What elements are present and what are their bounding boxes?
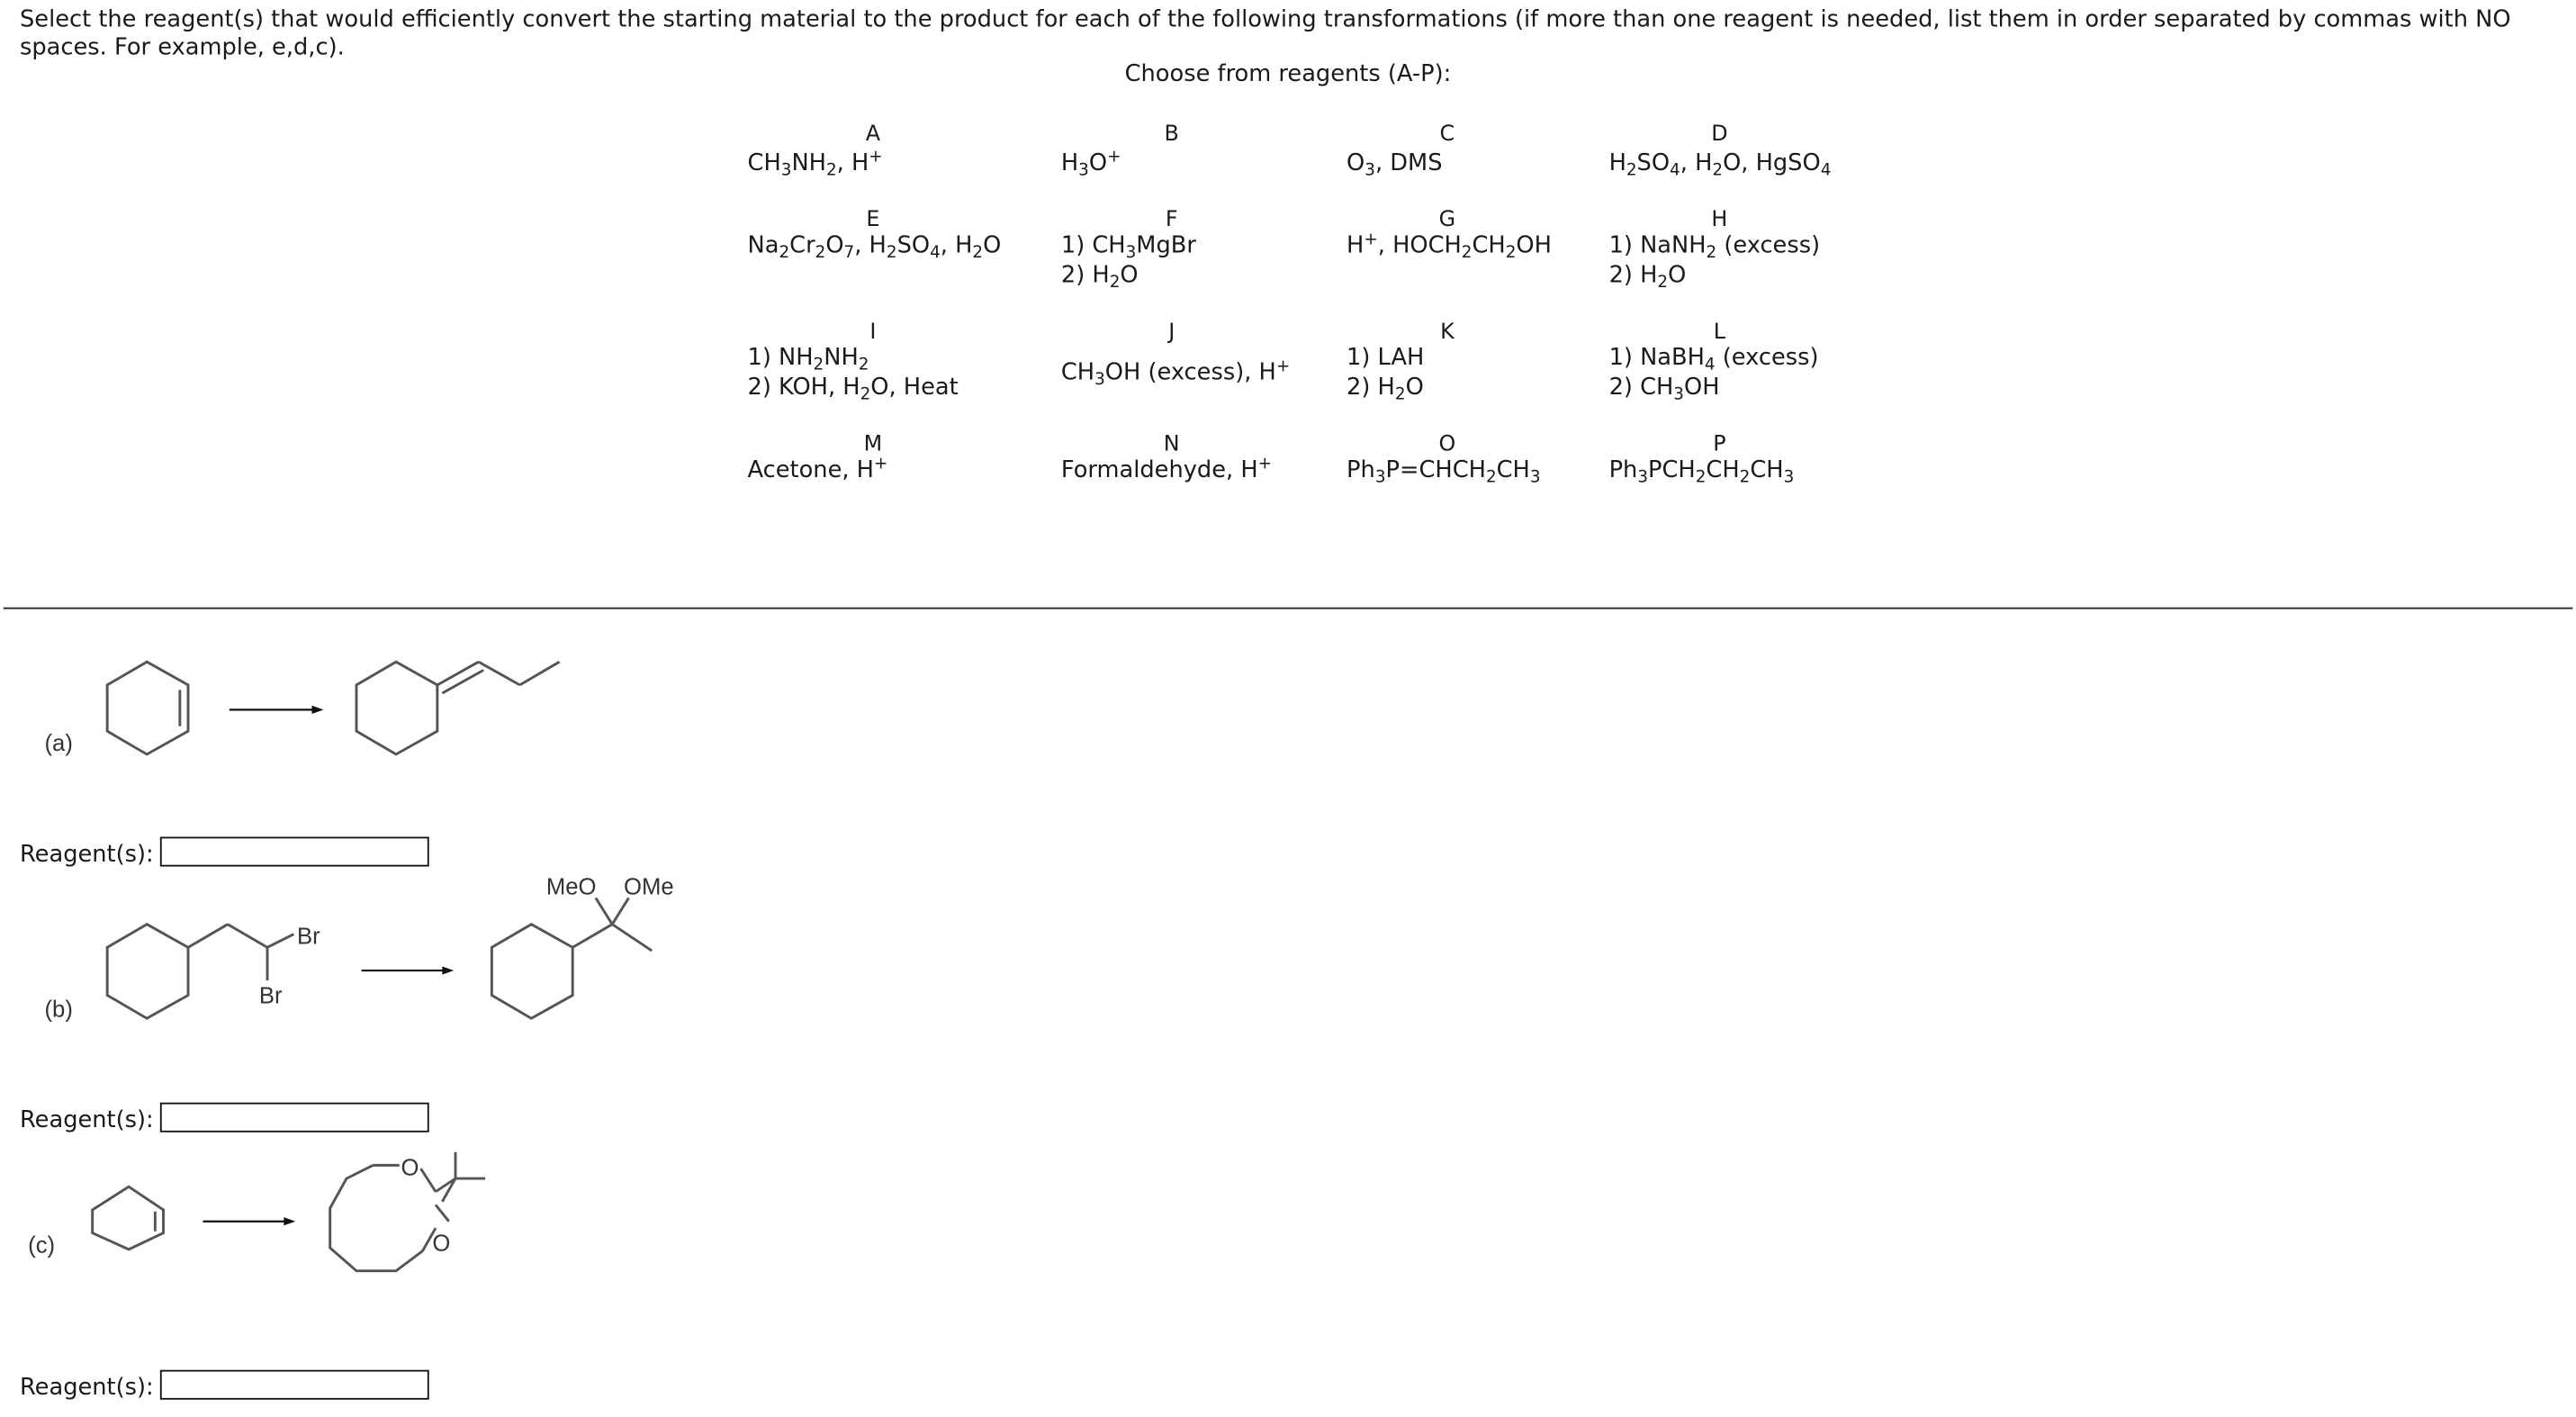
reagent-letter-a: A [865,122,881,148]
cyclohexene-ring [107,662,188,754]
reagent-e-line-1: $Na_2Cr_2O_7$, $H_2SO_4$, $H_2O$ [747,232,1002,263]
ome-bond [612,898,628,924]
reagent-p [1609,456,1795,485]
reagent-k [1347,343,1425,405]
reagent-letter-i: I [869,320,877,346]
reagent-label-b: Reagent(s): [20,1107,154,1134]
product-ring-b [491,925,572,1019]
reagent-i-line-1: 1) $NH_2NH_2$ [747,345,869,375]
reagent-o [1347,456,1541,485]
ome-label: OMe [624,874,674,900]
chain-bond-1 [188,925,228,948]
oxygen-label-1: O [401,1155,419,1181]
reagent-k-line-1: 1) LAH [1347,345,1425,372]
reagent-j-line-1: $CH_3OH$ (excess), H+ [1060,357,1291,390]
part-c-scheme [0,1139,726,1304]
exocyclic-double-bond [437,662,479,685]
reagent-c [1347,149,1442,178]
reagent-b [1061,149,1121,178]
part-b-scheme [0,858,726,1056]
part-c-label: (c) [28,1231,56,1259]
reagent-c-line-1: $O_3$, DMS [1347,149,1443,180]
part-a-scheme [0,644,693,808]
reagent-letter-o: O [1438,432,1456,457]
meo-bond [596,898,612,924]
reagent-letter-d: D [1711,122,1728,148]
reagent-letter-h: H [1711,208,1728,233]
cyclohexyl-ring-b [107,925,188,1019]
product-ring-a [356,662,437,754]
reagent-letter-p: P [1713,432,1726,457]
oxygen-label-2: O [432,1231,451,1257]
reagent-g [1347,231,1552,261]
reagent-a [748,149,883,178]
reagent-g-line-1: H+, $HOCH_2CH_2OH$ [1347,230,1552,263]
reagent-h [1609,231,1821,291]
reagent-letter-k: K [1440,320,1455,346]
reagent-i [747,343,959,405]
ethyl-bond-1 [479,662,520,685]
o-to-c-bond [436,1205,449,1221]
meo-label: MeO [545,874,597,900]
arrow-head-c [284,1217,295,1225]
reagent-h-line-1: 1) NaNH$_2$ (excess) [1608,232,1821,263]
question-instructions: Select the reagent(s) that would efficiently convert the starting material to the product for each of the following transformations (if more than one reagent is needed, list them in order separated by commas with NO spaces. For example, e,d,c). [20,6,2511,61]
c-br-bond-1 [267,934,293,948]
reagent-e [748,231,1002,261]
reagent-f-line-1: 1) $CH_3MgBr$ [1060,232,1196,263]
reagent-letter-m: M [863,432,883,457]
chain-bond-2 [228,925,267,948]
product-chain-bond [572,925,612,948]
reagent-o-line-1: $Ph_3P=CHCH_2CH_3$ [1347,456,1541,487]
arrow-head-a [312,706,324,714]
exocyclic-double-bond-2 [442,670,483,693]
arrow-head-b [442,966,454,974]
reagent-letter-c: C [1439,122,1455,148]
reagent-label-a: Reagent(s): [20,842,154,869]
reagent-b-line-1: $H_3O^+$ [1060,149,1121,180]
reagent-f [1061,231,1196,291]
reagent-m [748,456,888,485]
reagent-label-c: Reagent(s): [20,1375,154,1402]
cyclopentene-ring [93,1187,164,1250]
reagent-m-line-1: Acetone, H+ [747,456,888,484]
reagent-l-line-1: 1) NaBH$_4$ (excess) [1608,345,1819,375]
reagent-h-line-2: 2) $H_2O$ [1608,262,1687,293]
ethyl-bond-2 [520,662,560,685]
reagent-n [1061,456,1272,485]
section-divider [4,608,2573,609]
reagent-j [1061,358,1290,388]
choose-reagents-label: Choose from reagents (A-P): [1124,60,1452,88]
dioxocane-ring [330,1165,436,1270]
reagent-f-line-2: 2) $H_2O$ [1060,262,1139,293]
part-b-label: (b) [44,995,73,1022]
reagent-input-b[interactable] [160,1103,429,1133]
reagent-letter-l: L [1713,320,1726,346]
reagent-letter-e: E [866,208,880,233]
reagent-n-line-1: Formaldehyde, H+ [1060,456,1273,484]
reagent-d [1609,149,1832,178]
reagent-letter-f: F [1165,208,1178,233]
reagent-letter-j: J [1168,320,1175,346]
reagent-l [1608,343,1819,405]
reagent-k-line-2: 2) $H_2O$ [1347,375,1424,405]
reagent-i-line-2: 2) KOH, $H_2O$, Heat [747,375,959,405]
reagent-d-line-1: $H_2SO_4$, $H_2O$, HgSO$_4$ [1608,149,1832,180]
reagent-letter-n: N [1163,432,1180,457]
part-a-label: (a) [44,729,73,756]
methyl-bond [612,925,652,951]
reagent-l-line-2: 2) $CH_3OH$ [1608,375,1720,405]
reagent-p-line-1: $Ph_3PCH_2CH_2CH_3$ [1608,456,1795,487]
reagent-a-line-1: $CH_3NH_2$, H+ [747,149,883,180]
reagent-letter-g: G [1438,208,1456,233]
br-label-1: Br [297,924,320,950]
reagent-input-c[interactable] [160,1370,429,1400]
reagent-letter-b: B [1164,122,1179,148]
br-label-2: Br [258,983,283,1009]
